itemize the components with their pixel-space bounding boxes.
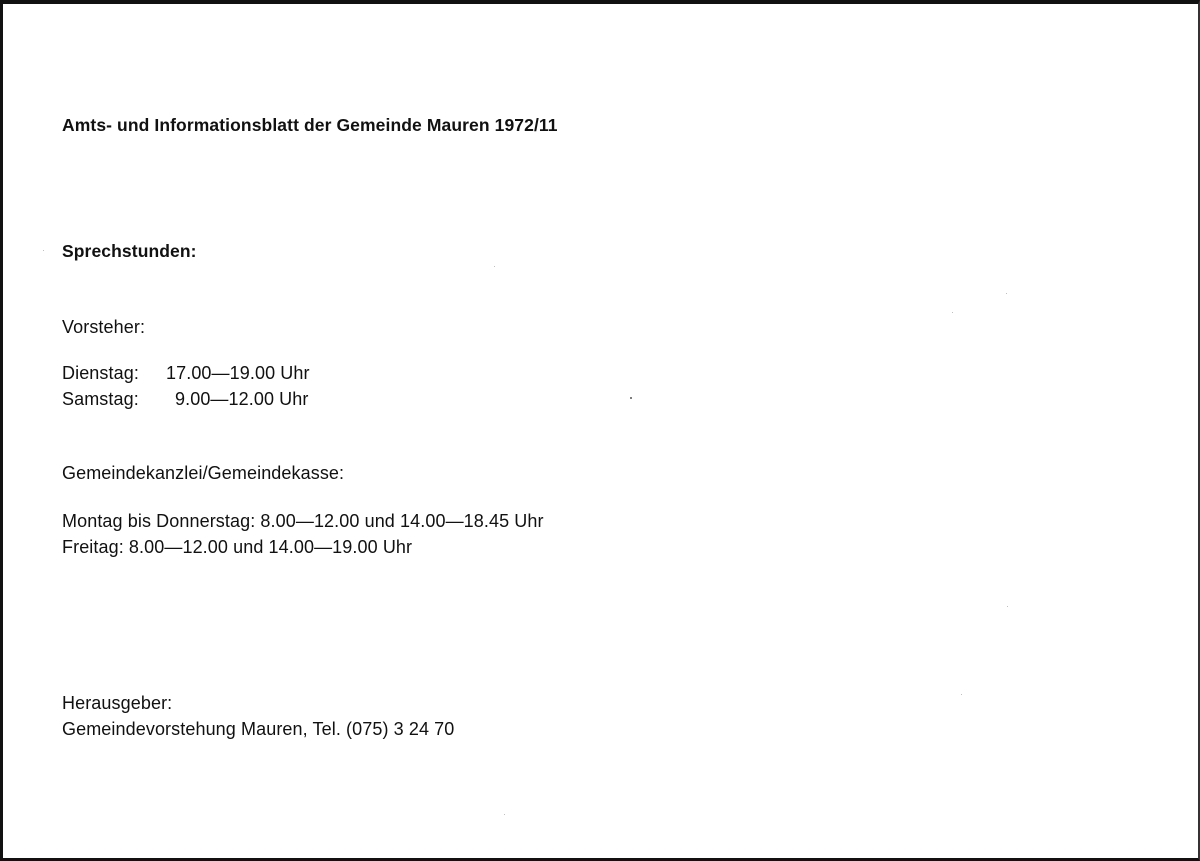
- scan-speck: [952, 312, 953, 313]
- scan-speck: [961, 694, 962, 695]
- kanzlei-hours-line: Freitag: 8.00—12.00 und 14.00—19.00 Uhr: [62, 537, 413, 557]
- vorsteher-time-value: 17.00—19.00 Uhr: [166, 363, 310, 383]
- kanzlei-label: Gemeindekanzlei/Gemeindekasse:: [62, 463, 345, 483]
- publisher-value: Gemeindevorstehung Mauren, Tel. (075) 3 24 70: [62, 719, 455, 739]
- vorsteher-day-label: Dienstag:: [62, 363, 139, 383]
- vorsteher-hours-row: [62, 362, 310, 384]
- scan-speck: [504, 814, 505, 815]
- vorsteher-time-value: 9.00—12.00 Uhr: [175, 389, 309, 409]
- vorsteher-day-label: Samstag:: [62, 389, 139, 409]
- scan-speck: [1006, 293, 1007, 294]
- document-title: Amts- und Informationsblatt der Gemeinde Mauren 1972/11: [62, 115, 558, 135]
- scan-speck: [494, 266, 495, 267]
- publisher-label: Herausgeber:: [62, 693, 173, 713]
- scan-speck: [630, 397, 632, 399]
- section-heading: Sprechstunden:: [62, 241, 197, 261]
- vorsteher-hours-row: [62, 388, 308, 410]
- scan-speck: [43, 250, 44, 251]
- vorsteher-label: Vorsteher:: [62, 317, 146, 337]
- kanzlei-hours-line: Montag bis Donnerstag: 8.00—12.00 und 14.00—18.45 Uhr: [62, 511, 544, 531]
- scan-speck: [1007, 606, 1008, 607]
